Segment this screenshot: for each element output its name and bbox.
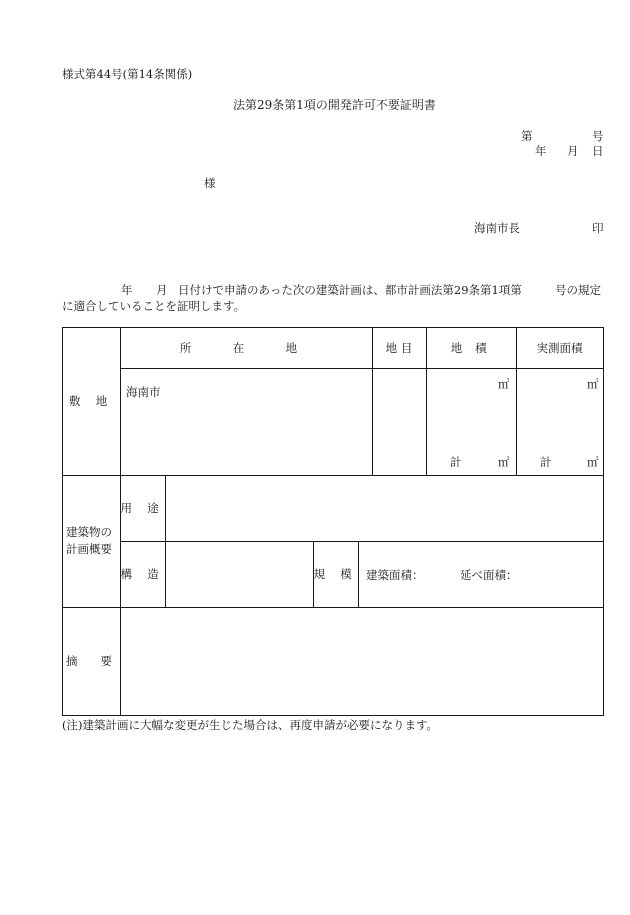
doc-number-suffix: 号 [592,129,604,143]
land-category-header: 地 目 [385,340,413,355]
date-year: 年 [535,144,547,158]
body-month: 月 [156,283,168,297]
note: (注)建築計画に大幅な変更が生じた場合は、再度申請が必要になります。 [62,718,439,732]
land-area-total-unit: ㎡ [498,455,510,469]
site-label: 敷 地 [69,394,113,408]
summary-label: 摘 要 [66,654,112,668]
addressee-honorific: 様 [204,176,216,190]
doc-number-prefix: 第 [521,129,533,143]
location-value: 海南市 [126,385,161,399]
land-area-header: 地 積 [450,340,492,355]
land-area-total-label: 計 [450,455,462,469]
land-area-unit: ㎡ [498,377,510,391]
body-suffix: 号の規定 [555,283,601,297]
survey-area-header: 実測面積 [536,340,583,355]
location-header: 所 在 地 [179,340,313,355]
scale-label: 規 模 [313,567,358,581]
body-text-line2: に適合していることを証明します。 [62,299,246,313]
building-area-label: 建築面積： [366,568,424,582]
body-year: 年 [121,283,133,297]
use-label: 用 途 [120,501,165,515]
survey-area-total-label: 計 [540,455,552,469]
seal-mark: 印 [592,221,604,235]
form-number: 様式第44号(第14条関係) [62,67,193,81]
building-label-line1: 建築物の [66,525,112,539]
document-title: 法第29条第1項の開発許可不要証明書 [233,98,436,112]
date-day: 日 [592,144,604,158]
survey-area-total-unit: ㎡ [587,455,599,469]
survey-area-unit: ㎡ [587,377,599,391]
floor-area-label: 延べ面積： [460,568,518,582]
date-month: 月 [567,144,579,158]
building-label-line2: 計画概要 [66,542,112,556]
issuer-name: 海南市長 [474,221,520,235]
body-text-line1: 日付けで申請のあった次の建築計画は、都市計画法第29条第1項第 [178,283,522,297]
structure-label: 構 造 [120,567,165,581]
